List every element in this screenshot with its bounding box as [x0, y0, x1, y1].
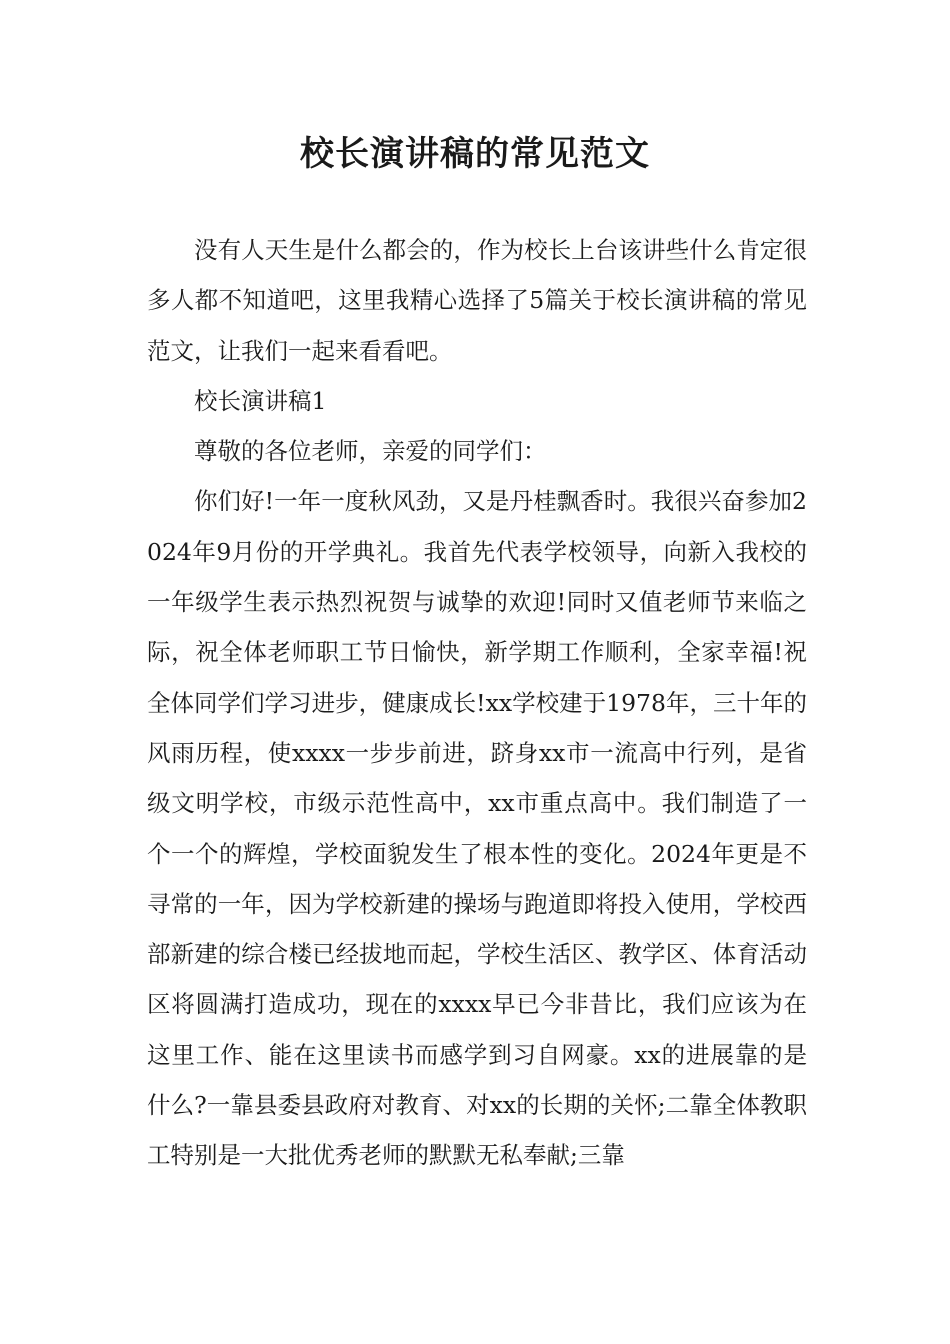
document-body	[147, 225, 807, 1181]
document-title: 校长演讲稿的常见范文	[300, 134, 650, 174]
section-heading: 校长演讲稿1	[194, 386, 327, 415]
salutation-paragraph: 尊敬的各位老师，亲爱的同学们：	[194, 437, 547, 466]
speech-paragraph: 你们好!一年一度秋风劲，又是丹桂飘香时。我很兴奋参加2024年9月份的开学典礼。我首先代表学校领导，向新入我校的一年级学生表示热烈祝贺与诚挚的欢迎!同时又值老师节来临之际，祝全体老师职工节日愉快，新学期工作顺利，全家幸福!祝全体同学们学习进步，健康成长!xx学校建于1978年，三十年的风雨历程，使xxxx一步步前进，跻身xx市一流高中行列，是省级文明学校，市级示范性高中，xx市重点高中。我们制造了一个一个的辉煌，学校面貌发生了根本性的变化。2024年更是不寻常的一年，因为学校新建的操场与跑道即将投入使用，学校西部新建的综合楼已经拔地而起，学校生活区、教学区、体育活动区将圆满打造成功，现在的xxxx早已今非昔比，我们应该为在这里工作、能在这里读书而感学到习自网豪。xx的进展靠的是什么?一靠县委县政府对教育、对xx的长期的关怀;二靠全体教职工特别是一大批优秀老师的默默无私奉献;三靠	[147, 487, 807, 1170]
intro-paragraph: 没有人天生是什么都会的，作为校长上台该讲些什么肯定很多人都不知道吧，这里我精心选择了5篇关于校长演讲稿的常见范文，让我们一起来看看吧。	[147, 236, 807, 365]
